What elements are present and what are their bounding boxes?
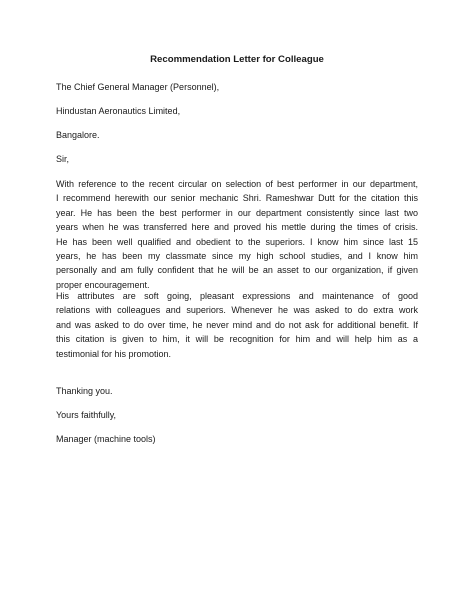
paragraph-2-line: His attributes are soft going, pleasant expressions and maintenance of good xyxy=(56,291,418,301)
paragraph-1-line: year. He has been the best performer in our department consistently since last two xyxy=(56,207,418,218)
paragraph-2 xyxy=(56,289,418,361)
paragraph-1-line: I recommend herewith our senior mechanic Shri. Rameshwar Dutt for the citation this xyxy=(56,193,418,204)
paragraph-1-line: years, he has been my classmate since my high school studies, and I know him xyxy=(56,250,418,261)
paragraph-1-line: personally and am fully confident that he will be an asset to our organization, if given xyxy=(56,265,418,276)
paragraph-2-line: relations with colleagues and superiors. Whenever he was asked to do extra work xyxy=(56,305,418,316)
paragraph-2-line: this citation is given to him, it will be recognition for him and will help him as a xyxy=(56,334,418,345)
paragraph-1-line: proper encouragement. xyxy=(56,279,150,290)
recipient-line-3: Bangalore. xyxy=(56,130,100,140)
recipient-line-2: Hindustan Aeronautics Limited, xyxy=(56,106,181,116)
closing-yours-faithfully: Yours faithfully, xyxy=(56,410,117,420)
salutation: Sir, xyxy=(56,154,70,164)
closing-thanks: Thanking you. xyxy=(56,386,113,396)
signature: Manager (machine tools) xyxy=(56,434,156,444)
document-title: Recommendation Letter for Colleague xyxy=(150,54,324,65)
paragraph-2-line: testimonial for his promotion. xyxy=(56,348,172,359)
paragraph-2-line: and was asked to do over time, he never mind and do not ask for additional benefit. If xyxy=(56,319,418,330)
paragraph-1-line: With reference to the recent circular on selection of best performer in our department, xyxy=(56,179,418,189)
paragraph-1 xyxy=(56,177,418,292)
recipient-line-1: The Chief General Manager (Personnel), xyxy=(56,82,220,92)
paragraph-1-line: He has been well qualified and obedient to the superiors. I know him since last 15 xyxy=(56,236,418,247)
paragraph-1-line: years when he was transferred here and proved his mettle during the times of crisis. xyxy=(56,222,418,233)
